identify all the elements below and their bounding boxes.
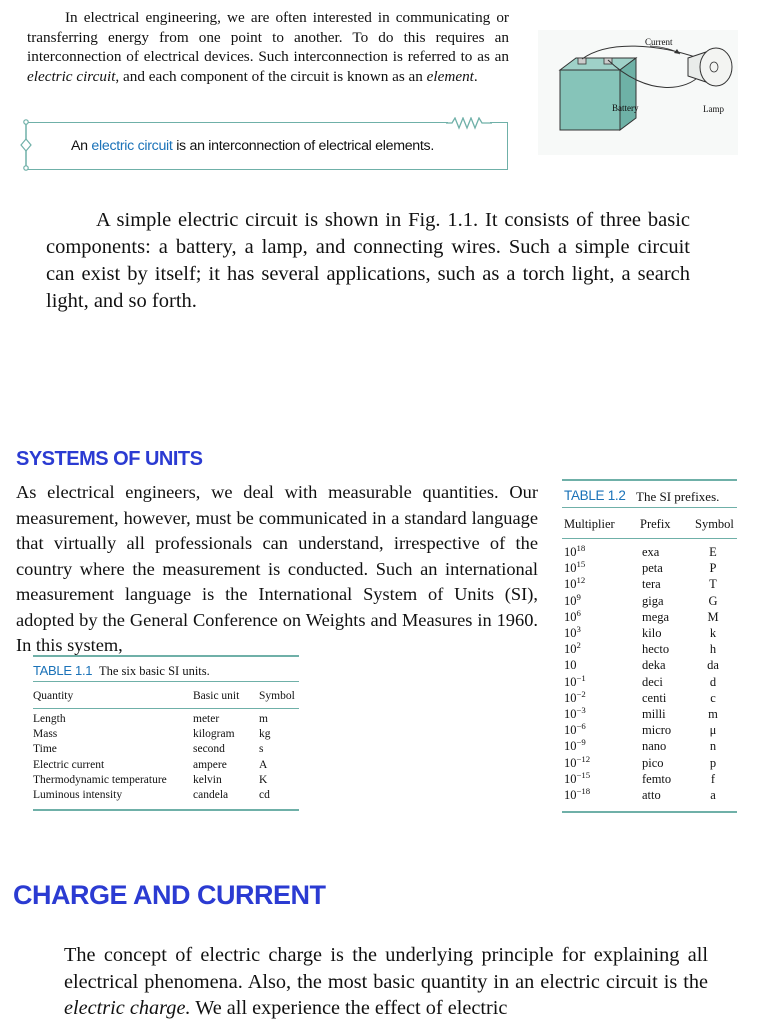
- table-1-2-prefix: pico: [642, 755, 664, 770]
- circuit-paragraph: A simple electric circuit is shown in Fig. 1.1. It consists of three basic components: a battery, a lamp, and connecting wires. Such a simple circuit can exist by itself; it has several applications, such as a torch light, a search light, and so forth.: [46, 209, 690, 312]
- table-1-1-cell: Luminous intensity: [33, 789, 123, 801]
- term-electric-charge: electric charge.: [64, 997, 191, 1019]
- term-element: element: [426, 67, 474, 85]
- table-1-2-header-symbol: Symbol: [695, 517, 734, 531]
- table-1-2-multiplier: $10^{-12}$: [564, 753, 591, 770]
- table-1-2-prefix: kilo: [642, 626, 662, 640]
- table-1-1-cell: s: [259, 743, 264, 756]
- table-1-2-prefix: tera: [642, 577, 661, 592]
- table-1-2-multiplier: $10^{-9}$: [564, 737, 586, 754]
- table-1-1-cell: cd: [259, 789, 270, 801]
- table-1-2-prefix: centi: [642, 690, 667, 705]
- table-1-2-multiplier: $10^2$: [564, 640, 581, 657]
- table-1-2-symbol: a: [710, 788, 716, 802]
- table-1-1-cell: kilogram: [193, 728, 235, 741]
- figure-label-lamp: Lamp: [703, 104, 724, 114]
- table-1-2-prefix: nano: [642, 739, 667, 754]
- table-1-2-symbol: h: [709, 642, 717, 657]
- table-1-2-symbol: P: [709, 561, 717, 576]
- table-1-1-caption: The six basic SI units.: [99, 664, 210, 678]
- heading-systems-of-units: SYSTEMS OF UNITS: [16, 448, 203, 470]
- table-1-2-exponent: 15: [576, 559, 586, 570]
- table-1-1-cell: second: [193, 743, 225, 756]
- systems-of-units-paragraph: As electrical engineers, we deal with measurable quantities. Our measurement, however, must be communicated in a standard language that virtually all professionals can understand, irrespective of the country where the measurement is conducted. Such an international measurement language is the International System of Units (SI), adopted by the General Conference on Weights and Measures in 1960. In this system,: [16, 482, 538, 655]
- table-1-2-multiplier: $10^{18}$: [564, 542, 586, 559]
- table-1-2-exponent: 12: [576, 575, 586, 586]
- table-1-2-symbol: da: [707, 658, 719, 673]
- table-1-1-cell: candela: [193, 789, 229, 801]
- table-1-2-exponent: −1: [576, 672, 586, 683]
- table-1-1-cell: ampere: [193, 758, 227, 771]
- table-1-2-prefix: micro: [642, 723, 672, 738]
- table-1-1-header-unit: Basic unit: [193, 690, 240, 702]
- table-1-2-exponent: −6: [576, 721, 586, 732]
- definition-text: An electric circuit is an interconnection of electrical elements.: [71, 138, 434, 154]
- table-1-2-exponent: −18: [576, 785, 591, 796]
- table-1-1-cell: kg: [259, 728, 271, 741]
- table-1-2-symbol: M: [707, 609, 719, 624]
- table-1-2-multiplier: $10^{-18}$: [564, 785, 591, 802]
- table-1-2-exponent: 9: [576, 591, 581, 602]
- table-1-2-symbol: f: [710, 771, 716, 786]
- table-1-2-exponent: −2: [576, 688, 586, 699]
- table-1-2-multiplier: $10^{-6}$: [564, 721, 586, 738]
- table-1-2-header-prefix: Prefix: [640, 517, 671, 531]
- table-1-1-label: TABLE 1.1: [33, 663, 93, 678]
- charge-paragraph: The concept of electric charge is the underlying principle for explaining all electrical phenomena. Also, the most basic quantity in an electric circuit is the electric charge. We all experience the effect of electric: [64, 944, 708, 1019]
- table-1-1-cell: Time: [33, 743, 57, 756]
- table-1-1-cell: Length: [33, 713, 66, 725]
- table-1-1: [33, 655, 299, 811]
- heading-charge-and-current: CHARGE AND CURRENT: [13, 880, 326, 910]
- table-1-2-exponent: 3: [576, 623, 581, 634]
- table-1-2-multiplier: $10^{12}$: [564, 575, 586, 592]
- table-1-2-symbol: c: [710, 690, 716, 705]
- definition-term: electric circuit: [91, 138, 173, 154]
- table-1-1-header-symbol: Symbol: [259, 690, 295, 702]
- table-1-2-multiplier: $10^9$: [564, 591, 581, 608]
- table-1-2-prefix: milli: [642, 707, 666, 721]
- table-1-2-prefix: deka: [642, 658, 666, 673]
- table-1-2-prefix: peta: [642, 561, 663, 576]
- table-1-2-prefix: exa: [642, 545, 660, 559]
- table-1-2-multiplier: 10: [564, 658, 577, 673]
- table-1-2-multiplier: $10^{-2}$: [564, 688, 586, 705]
- table-1-2-symbol: μ: [709, 723, 717, 738]
- table-1-2-multiplier: $10^{-1}$: [564, 672, 586, 689]
- table-1-2-exponent: 6: [576, 607, 581, 618]
- table-1-1-header-quantity: Quantity: [33, 690, 74, 702]
- table-1-2-multiplier: $10^{15}$: [564, 559, 586, 576]
- table-1-2-body: [562, 539, 737, 811]
- table-1-2-multiplier: $10^3$: [564, 623, 581, 640]
- table-1-2-exponent: 18: [576, 542, 586, 553]
- table-1-1-body: [33, 709, 299, 809]
- table-1-2-symbol: E: [709, 545, 717, 559]
- table-1-2-label: TABLE 1.2: [564, 488, 626, 503]
- figure-label-current: Current: [645, 37, 673, 47]
- table-1-2-prefix: femto: [642, 771, 672, 786]
- table-1-2-caption: The SI prefixes.: [636, 489, 720, 504]
- table-1-2-prefix: mega: [642, 609, 670, 624]
- table-1-2-exponent: −3: [576, 704, 586, 715]
- table-1-1-cell: m: [259, 713, 268, 725]
- figure-label-battery: Battery: [612, 103, 639, 113]
- table-1-2-symbol: T: [709, 577, 717, 592]
- table-1-2-prefix: giga: [642, 593, 664, 608]
- term-electric-circuit: electric circuit: [27, 67, 116, 85]
- intro-paragraph: In electrical engineering, we are often interested in communicating or transferring energy from one point to another. To do this requires an interconnection of electrical devices. Such interconnection is referred to as an electric circuit, and each component of the circuit is known as an element.: [27, 9, 509, 85]
- table-1-1-cell: Electric current: [33, 758, 105, 771]
- table-1-2-exponent: 2: [576, 640, 581, 651]
- table-1-1-cell: meter: [193, 713, 220, 725]
- table-1-2-prefix: hecto: [642, 642, 670, 657]
- table-1-2-multiplier: $10^{-3}$: [564, 704, 586, 721]
- table-1-1-cell: Thermodynamic temperature: [33, 773, 167, 786]
- table-1-2-symbol: k: [709, 626, 717, 640]
- table-1-2-header-multiplier: Multiplier: [564, 517, 615, 531]
- table-1-2-multiplier: $10^6$: [564, 607, 581, 624]
- lamp-bulb: [700, 48, 732, 86]
- table-1-2-symbol: G: [708, 593, 718, 608]
- table-1-1-cell: K: [259, 773, 268, 786]
- battery-body: [560, 70, 620, 130]
- table-1-2-exponent: −15: [576, 769, 591, 780]
- table-1-2-prefix: atto: [642, 788, 661, 802]
- table-1-2-symbol: n: [709, 739, 717, 754]
- table-1-2-prefix: deci: [642, 674, 663, 689]
- table-1-1-cell: A: [259, 758, 268, 771]
- figure-battery-lamp: [538, 30, 738, 155]
- table-1-1-cell: Mass: [33, 728, 58, 741]
- table-1-2-exponent: −9: [576, 737, 586, 748]
- table-1-2-symbol: p: [709, 755, 717, 770]
- table-1-1-cell: kelvin: [193, 773, 222, 786]
- table-1-2-symbol: d: [709, 674, 717, 689]
- table-1-2-exponent: −12: [576, 753, 591, 764]
- table-1-2-multiplier: $10^{-15}$: [564, 769, 591, 786]
- table-1-2: [562, 479, 737, 813]
- table-1-2-symbol: m: [708, 707, 718, 721]
